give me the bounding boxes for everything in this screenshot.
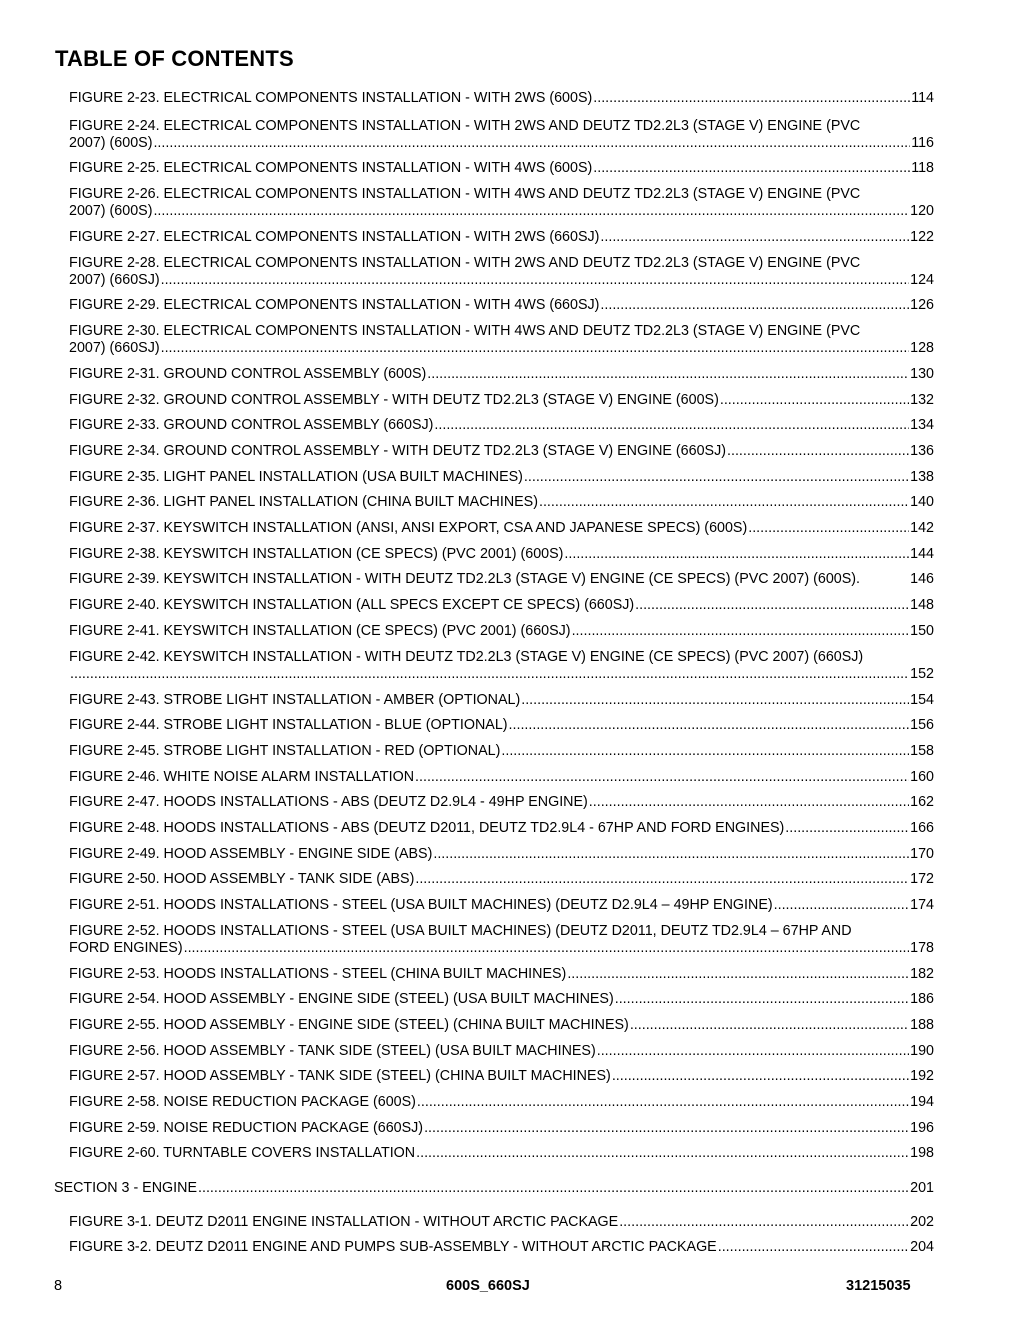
toc-entry-title-line1: FIGURE 2-24. ELECTRICAL COMPONENTS INSTALLATION - WITH 2WS AND DEUTZ TD2.2L3 (STAGE V) ENGINE (PVC: [69, 118, 861, 134]
footer-page-number: 8: [54, 1278, 63, 1294]
toc-entry[interactable]: [69, 820, 934, 837]
toc-entry-title: FIGURE 2-37. KEYSWITCH INSTALLATION (ANSI, ANSI EXPORT, CSA AND JAPANESE SPECS) (600S): [69, 520, 748, 536]
toc-entry-line: [69, 769, 934, 786]
toc-entry[interactable]: [69, 229, 934, 246]
toc-entry-title: FIGURE 2-50. HOOD ASSEMBLY - TANK SIDE (ABS): [69, 871, 415, 887]
toc-entry-line: [69, 692, 934, 709]
toc-entry-title-line1: FIGURE 2-28. ELECTRICAL COMPONENTS INSTALLATION - WITH 2WS AND DEUTZ TD2.2L3 (STAGE V) ENGINE (PVC: [69, 255, 861, 271]
toc-entry-title: FIGURE 2-44. STROBE LIGHT INSTALLATION - BLUE (OPTIONAL): [69, 717, 508, 733]
toc-dot-leader: [415, 871, 909, 888]
toc-entry-title: FIGURE 2-23. ELECTRICAL COMPONENTS INSTALLATION - WITH 2WS (600S): [69, 90, 593, 106]
toc-entry-page: 128: [910, 340, 934, 356]
toc-entry-page: 120: [910, 203, 934, 219]
toc-entry-line: [69, 991, 934, 1008]
toc-dot-leader: [619, 1214, 909, 1231]
toc-entry-page: 156: [910, 717, 934, 733]
toc-entry[interactable]: [69, 1068, 934, 1085]
toc-entry-title: FIGURE 2-49. HOOD ASSEMBLY - ENGINE SIDE (ABS): [69, 846, 433, 862]
toc-entry-title: 2007) (600S): [69, 135, 153, 151]
toc-entry-line: [69, 469, 934, 486]
toc-entry-page: 140: [910, 494, 934, 510]
toc-dot-leader: [153, 135, 910, 152]
toc-entry[interactable]: [69, 546, 934, 563]
toc-entry-line: [69, 871, 934, 888]
toc-entry[interactable]: [69, 1094, 934, 1111]
toc-entry-page: 172: [910, 871, 934, 887]
toc-entry[interactable]: [69, 571, 934, 588]
toc-dot-leader: [427, 366, 909, 383]
toc-dot-leader: [567, 966, 909, 983]
toc-entry-page: 194: [910, 1094, 934, 1110]
toc-entry-title: FIGURE 2-43. STROBE LIGHT INSTALLATION - AMBER (OPTIONAL): [69, 692, 521, 708]
toc-dot-leader: [597, 1043, 909, 1060]
toc-entry-title: FIGURE 2-48. HOODS INSTALLATIONS - ABS (DEUTZ D2011, DEUTZ TD2.9L4 - 67HP AND FORD ENGINES): [69, 820, 785, 836]
toc-entry[interactable]: [69, 743, 934, 760]
toc-entry-line: [69, 135, 934, 152]
toc-entry-title: FIGURE 2-53. HOODS INSTALLATIONS - STEEL (CHINA BUILT MACHINES): [69, 966, 567, 982]
toc-entry[interactable]: [69, 323, 934, 357]
toc-dot-leader: [433, 846, 909, 863]
toc-entry[interactable]: [69, 494, 934, 511]
toc-entry[interactable]: [69, 443, 934, 460]
toc-entry[interactable]: [69, 923, 934, 957]
toc-dot-leader: [417, 1094, 909, 1111]
toc-entry-page: 182: [910, 966, 934, 982]
toc-entry-page: 122: [910, 229, 934, 245]
toc-dot-leader: [539, 494, 909, 511]
toc-entry-line: [69, 546, 934, 563]
toc-entry-page: 136: [910, 443, 934, 459]
toc-entry[interactable]: [69, 186, 934, 220]
toc-entry-title: FIGURE 2-29. ELECTRICAL COMPONENTS INSTALLATION - WITH 4WS (660SJ): [69, 297, 600, 313]
toc-entry-line: [54, 1180, 934, 1197]
toc-entry-page: 124: [910, 272, 934, 288]
toc-entry-line: [69, 1120, 934, 1137]
toc-entry-title: FIGURE 2-54. HOOD ASSEMBLY - ENGINE SIDE (STEEL) (USA BUILT MACHINES): [69, 991, 614, 1007]
toc-dot-leader: [600, 229, 909, 246]
toc-entry[interactable]: [69, 1017, 934, 1034]
toc-entry[interactable]: [69, 1239, 934, 1256]
toc-entry-page: 132: [910, 392, 934, 408]
toc-dot-leader: [635, 597, 909, 614]
toc-entry-title: FIGURE 2-57. HOOD ASSEMBLY - TANK SIDE (STEEL) (CHINA BUILT MACHINES): [69, 1068, 611, 1084]
toc-entry[interactable]: [69, 991, 934, 1008]
toc-entry[interactable]: [69, 90, 934, 107]
toc-dot-leader: [593, 90, 910, 107]
toc-entry-page: 154: [910, 692, 934, 708]
toc-entry-page: 116: [911, 135, 934, 151]
toc-entry[interactable]: [69, 769, 934, 786]
toc-entry-title: FIGURE 3-2. DEUTZ D2011 ENGINE AND PUMPS SUB-ASSEMBLY - WITHOUT ARCTIC PACKAGE: [69, 1239, 717, 1255]
toc-entry-page: 130: [910, 366, 934, 382]
toc-entry-page: 114: [911, 90, 934, 106]
toc-entry[interactable]: [69, 846, 934, 863]
toc-entry-line: [69, 340, 934, 357]
toc-entry-line: [69, 966, 934, 983]
toc-dot-leader: [630, 1017, 909, 1034]
toc-dot-leader: [589, 794, 909, 811]
toc-entry-line: [69, 571, 934, 588]
toc-entry-line: [69, 743, 934, 760]
toc-entry-line: [69, 229, 934, 246]
toc-dot-leader: [524, 469, 909, 486]
toc-entry-page: 146: [910, 571, 934, 587]
toc-entry-title: FIGURE 2-36. LIGHT PANEL INSTALLATION (CHINA BUILT MACHINES): [69, 494, 538, 510]
toc-entry-line: [69, 90, 934, 107]
toc-dot-leader: [415, 769, 909, 786]
toc-entry-page: 160: [910, 769, 934, 785]
toc-entry-page: 186: [910, 991, 934, 1007]
toc-entry-line: [69, 1043, 934, 1060]
toc-entry-title: FIGURE 2-60. TURNTABLE COVERS INSTALLATION: [69, 1145, 416, 1161]
toc-dot-leader: [572, 623, 910, 640]
toc-entry[interactable]: [69, 597, 934, 614]
toc-entry-line: [69, 1239, 934, 1256]
toc-dot-leader: [509, 717, 910, 734]
toc-entry[interactable]: [69, 160, 934, 177]
page-title: TABLE OF CONTENTS: [55, 46, 294, 71]
toc-entry-page: 162: [910, 794, 934, 810]
toc-dot-leader: [748, 520, 909, 537]
toc-entry-title: FIGURE 2-27. ELECTRICAL COMPONENTS INSTALLATION - WITH 2WS (660SJ): [69, 229, 600, 245]
toc-entry-page: 178: [910, 940, 934, 956]
toc-entry-title: FIGURE 2-45. STROBE LIGHT INSTALLATION - RED (OPTIONAL): [69, 743, 501, 759]
toc-dot-leader: [785, 820, 909, 837]
toc-entry-page: 158: [910, 743, 934, 759]
toc-entry-page: 202: [910, 1214, 934, 1230]
toc-entry-line: [69, 272, 934, 289]
toc-entry-page: 201: [910, 1180, 934, 1196]
toc-entry-title: 2007) (660SJ): [69, 272, 160, 288]
toc-entry-line: [69, 417, 934, 434]
toc-dot-leader: [593, 160, 910, 177]
toc-entry[interactable]: [69, 649, 934, 683]
toc-entry-page: 190: [910, 1043, 934, 1059]
toc-dot-leader: [153, 203, 909, 220]
toc-entry-page: 166: [910, 820, 934, 836]
toc-entry[interactable]: [69, 692, 934, 709]
toc-entry-line: [69, 1068, 934, 1085]
toc-entry-title: FIGURE 2-47. HOODS INSTALLATIONS - ABS (DEUTZ D2.9L4 - 49HP ENGINE): [69, 794, 588, 810]
toc-entry-title: FIGURE 2-56. HOOD ASSEMBLY - TANK SIDE (STEEL) (USA BUILT MACHINES): [69, 1043, 596, 1059]
toc-entry-title: FIGURE 2-55. HOOD ASSEMBLY - ENGINE SIDE (STEEL) (CHINA BUILT MACHINES): [69, 1017, 629, 1033]
toc-entry-page: 142: [910, 520, 934, 536]
toc-entry-line: [69, 717, 934, 734]
toc-entry-title: SECTION 3 - ENGINE: [54, 1180, 197, 1196]
toc-entry-page: 148: [910, 597, 934, 613]
toc-entry-line: [69, 1094, 934, 1111]
toc-entry[interactable]: [69, 255, 934, 289]
toc-entry-title: 2007) (600S): [69, 203, 153, 219]
footer-model: 600S_660SJ: [446, 1278, 530, 1294]
toc-entry[interactable]: [69, 897, 934, 914]
toc-dot-leader: [727, 443, 909, 460]
toc-entry-page: 118: [911, 160, 934, 176]
toc-entry-title: FIGURE 2-40. KEYSWITCH INSTALLATION (ALL SPECS EXCEPT CE SPECS) (660SJ): [69, 597, 635, 613]
toc-dot-leader: [70, 666, 909, 683]
toc-entry-title: FIGURE 2-46. WHITE NOISE ALARM INSTALLATION: [69, 769, 415, 785]
toc-entry-title: FIGURE 2-41. KEYSWITCH INSTALLATION (CE SPECS) (PVC 2001) (660SJ): [69, 623, 571, 639]
toc-entry-page: 170: [910, 846, 934, 862]
toc-dot-leader: [521, 692, 909, 709]
toc-entry-line: [69, 897, 934, 914]
toc-entry-line: [69, 160, 934, 177]
toc-entry[interactable]: [69, 469, 934, 486]
toc-dot-leader: [564, 546, 909, 563]
toc-entry-title: FIGURE 2-25. ELECTRICAL COMPONENTS INSTALLATION - WITH 4WS (600S): [69, 160, 593, 176]
toc-entry-page: 126: [910, 297, 934, 313]
toc-entry[interactable]: [69, 623, 934, 640]
toc-dot-leader: [424, 1120, 909, 1137]
toc-entry-line: [69, 366, 934, 383]
toc-dot-leader: [184, 940, 910, 957]
toc-entry-line: [69, 820, 934, 837]
toc-entry-page: 174: [910, 897, 934, 913]
toc-entry-line: [69, 203, 934, 220]
toc-entry-line: [69, 297, 934, 314]
footer-doc-number: 31215035: [846, 1278, 911, 1294]
toc-entry-line: [69, 597, 934, 614]
toc-dot-leader: [501, 743, 909, 760]
toc-entry-line: [69, 1017, 934, 1034]
toc-dot-leader: [161, 340, 910, 357]
toc-entry-line: [69, 1145, 934, 1162]
toc-entry-line: [69, 494, 934, 511]
toc-entry-title-line1: FIGURE 2-52. HOODS INSTALLATIONS - STEEL (USA BUILT MACHINES) (DEUTZ D2011, DEUTZ TD2.9L4 – 67HP AND: [69, 923, 852, 939]
toc-entry-title-line1: FIGURE 2-26. ELECTRICAL COMPONENTS INSTALLATION - WITH 4WS AND DEUTZ TD2.2L3 (STAGE V) ENGINE (PVC: [69, 186, 861, 202]
toc-entry-title: FIGURE 2-39. KEYSWITCH INSTALLATION - WITH DEUTZ TD2.2L3 (STAGE V) ENGINE (CE SPECS) (PVC 2007) (600S).: [69, 571, 860, 587]
toc-dot-leader: [416, 1145, 909, 1162]
toc-entry-page: 198: [910, 1145, 934, 1161]
toc-section-entry[interactable]: [54, 1180, 934, 1197]
toc-entry[interactable]: [69, 417, 934, 434]
toc-entry-line: [69, 666, 934, 683]
toc-entry-page: 204: [910, 1239, 934, 1255]
toc-entry[interactable]: [69, 366, 934, 383]
toc-dot-leader: [612, 1068, 909, 1085]
toc-entry[interactable]: [69, 794, 934, 811]
toc-entry-title: FIGURE 2-34. GROUND CONTROL ASSEMBLY - WITH DEUTZ TD2.2L3 (STAGE V) ENGINE (660SJ): [69, 443, 726, 459]
toc-dot-leader: [198, 1180, 909, 1197]
toc-entry-title: FIGURE 2-59. NOISE REDUCTION PACKAGE (660SJ): [69, 1120, 424, 1136]
toc-dot-leader: [718, 1239, 909, 1256]
toc-entry-page: 192: [910, 1068, 934, 1084]
toc-entry-title: FIGURE 2-38. KEYSWITCH INSTALLATION (CE SPECS) (PVC 2001) (600S): [69, 546, 564, 562]
toc-entry-page: 144: [910, 546, 934, 562]
toc-entry-line: [69, 940, 934, 957]
toc-dot-leader: [615, 991, 909, 1008]
toc-entry-title: FIGURE 3-1. DEUTZ D2011 ENGINE INSTALLATION - WITHOUT ARCTIC PACKAGE: [69, 1214, 619, 1230]
toc-entry-title: FIGURE 2-33. GROUND CONTROL ASSEMBLY (660SJ): [69, 417, 434, 433]
toc-entry-title: FIGURE 2-32. GROUND CONTROL ASSEMBLY - WITH DEUTZ TD2.2L3 (STAGE V) ENGINE (600S): [69, 392, 719, 408]
toc-dot-leader: [720, 392, 909, 409]
toc-entry-page: 150: [910, 623, 934, 639]
toc-entry-title-line1: FIGURE 2-30. ELECTRICAL COMPONENTS INSTALLATION - WITH 4WS AND DEUTZ TD2.2L3 (STAGE V) ENGINE (PVC: [69, 323, 861, 339]
toc-entry[interactable]: [69, 871, 934, 888]
toc-entry[interactable]: [69, 520, 934, 537]
toc-entry-page: 152: [910, 666, 934, 682]
toc-entry[interactable]: [69, 966, 934, 983]
toc-entry[interactable]: [69, 1043, 934, 1060]
toc-entry-line: [69, 520, 934, 537]
toc-entry-line: [69, 623, 934, 640]
toc-entry-title: FIGURE 2-58. NOISE REDUCTION PACKAGE (600S): [69, 1094, 416, 1110]
toc-dot-leader: [161, 272, 910, 289]
toc-entry-title: 2007) (660SJ): [69, 340, 160, 356]
toc-entry[interactable]: [69, 118, 934, 152]
toc-entry[interactable]: [69, 1145, 934, 1162]
toc-entry-title: FIGURE 2-35. LIGHT PANEL INSTALLATION (USA BUILT MACHINES): [69, 469, 523, 485]
toc-dot-leader: [600, 297, 909, 314]
toc-entry-title: FIGURE 2-31. GROUND CONTROL ASSEMBLY (600S): [69, 366, 427, 382]
toc-entry-page: 138: [910, 469, 934, 485]
toc-entry-page: 188: [910, 1017, 934, 1033]
toc-entry[interactable]: [69, 1214, 934, 1231]
toc-entry-page: 196: [910, 1120, 934, 1136]
toc-entry-line: [69, 443, 934, 460]
toc-entry[interactable]: [69, 717, 934, 734]
toc-dot-leader: [774, 897, 910, 914]
toc-entry-title-line1: FIGURE 2-42. KEYSWITCH INSTALLATION - WITH DEUTZ TD2.2L3 (STAGE V) ENGINE (CE SPECS) (PVC 2007) (660SJ): [69, 649, 864, 665]
toc-entry-line: [69, 1214, 934, 1231]
toc-entry-line: [69, 794, 934, 811]
toc-entry-page: 134: [910, 417, 934, 433]
toc-entry[interactable]: [69, 392, 934, 409]
toc-dot-leader: [434, 417, 909, 434]
toc-entry-title: FIGURE 2-51. HOODS INSTALLATIONS - STEEL (USA BUILT MACHINES) (DEUTZ D2.9L4 – 49HP ENGINE): [69, 897, 773, 913]
toc-entry-line: [69, 392, 934, 409]
toc-entry[interactable]: [69, 297, 934, 314]
toc-entry-line: [69, 846, 934, 863]
toc-entry[interactable]: [69, 1120, 934, 1137]
toc-entry-title: FORD ENGINES): [69, 940, 183, 956]
